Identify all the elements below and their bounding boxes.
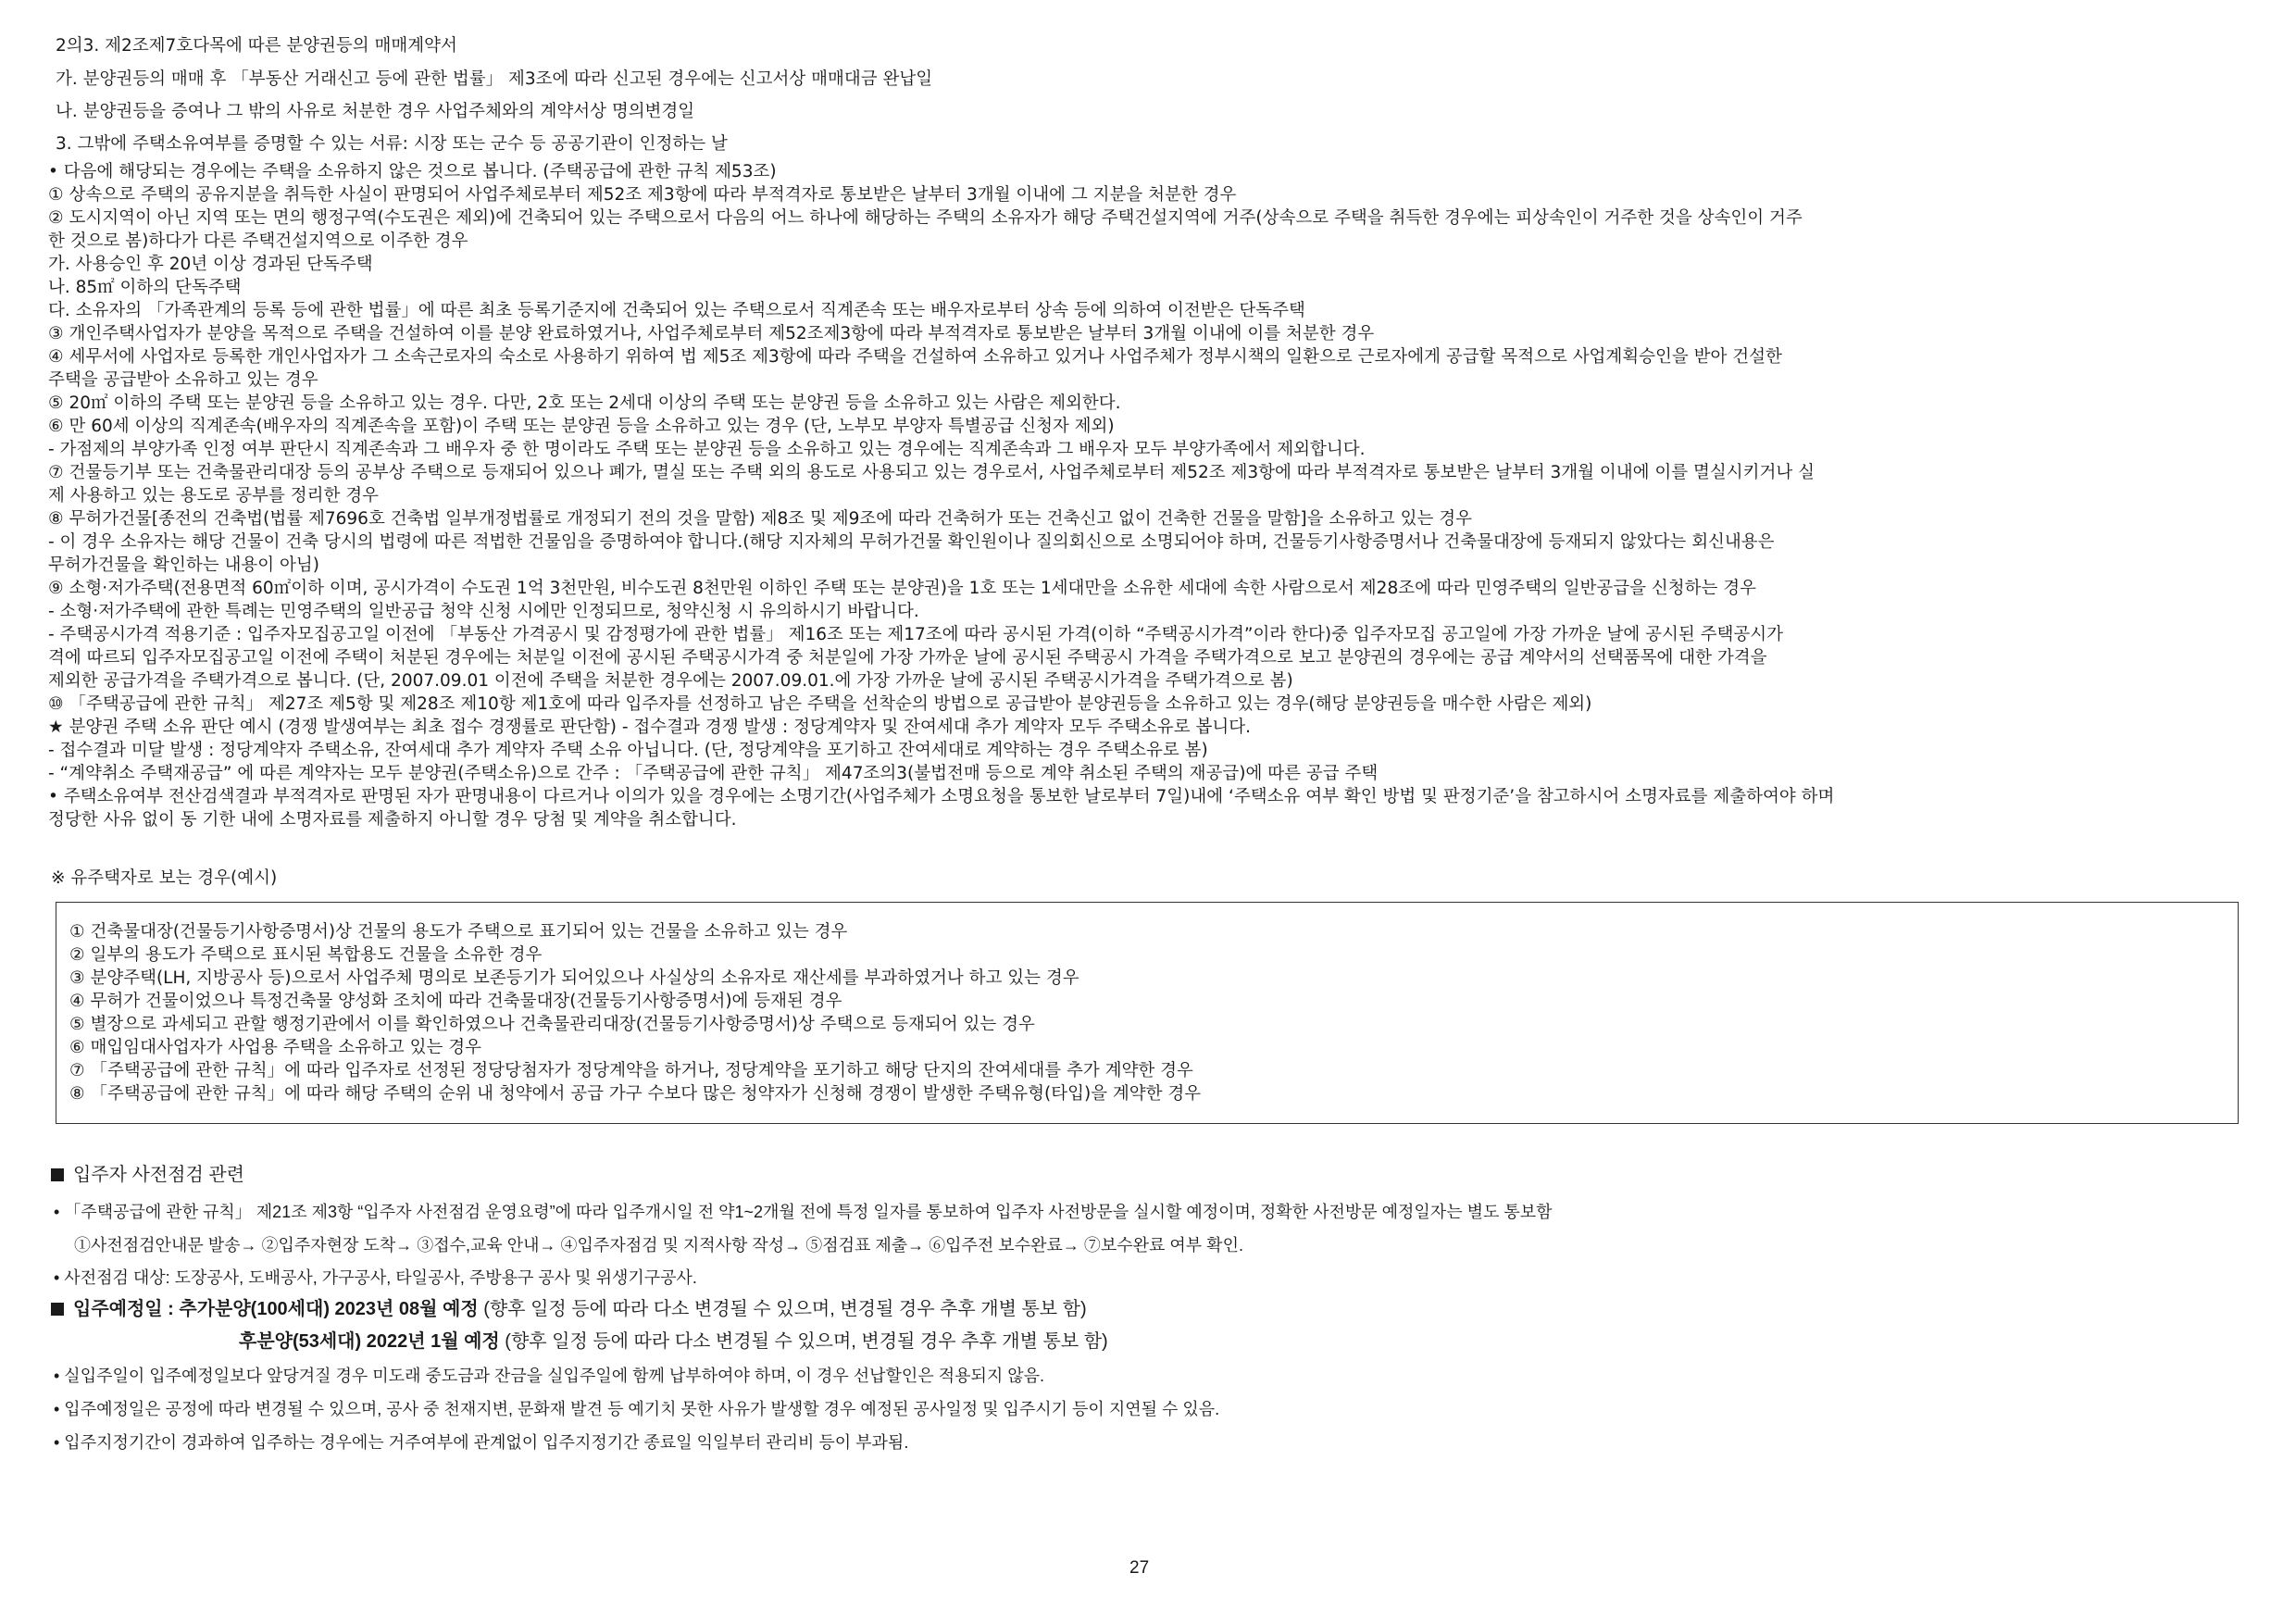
text-line: ⑩ 「주택공급에 관한 규칙」 제27조 제5항 및 제28조 제10항 제1호에 따라 입주자를 선정하고 남은 주택을 선착순의 방법으로 공급받아 분양권등을 소유하고 있는 경우(해당 분양권등을 매수한 사람은 제외) — [48, 694, 1592, 714]
text-line: - 가점제의 부양가족 인정 여부 판단시 직계존속과 그 배우자 중 한 명이라도 주택 또는 분양권 등을 소유하고 있는 경우에는 직계존속과 그 배우자 모두 부양가족에서 제외합니다. — [48, 440, 1366, 459]
example-box — [56, 902, 2239, 1124]
text-line: ⑨ 소형·저가주택(전용면적 60㎡이하 이며, 공시가격이 수도권 1억 3천만원, 비수도권 8천만원 이하인 주택 또는 분양권)을 1호 또는 1세대만을 소유한 세대에 속한 사람으로서 제28조에 따라 민영주택의 일반공급을 신청하는 경우 — [48, 579, 1757, 598]
text-line: - 주택공시가격 적용기준 : 입주자모집공고일 이전에 「부동산 가격공시 및 감정평가에 관한 법률」 제16조 또는 제17조에 따라 공시된 가격(이하 “주택공시가격”이라 한다)중 입주자모집 공고일에 가장 가까운 날에 공시된 주택공시가 — [48, 625, 1784, 644]
square-bullet-icon — [51, 1303, 64, 1316]
move-in-note: • 입주예정일은 공정에 따라 변경될 수 있으며, 공사 중 천재지변, 문화재 발견 등 예기치 못한 사유가 발생할 경우 예정된 공사일정 및 입주시기 등이 지연될 수 있음. — [54, 1400, 1220, 1418]
text-line: ★ 분양권 주택 소유 판단 예시 (경쟁 발생여부는 최초 접수 경쟁률로 판단함) - 접수결과 경쟁 발생 : 정당계약자 및 잔여세대 추가 계약자 모두 주택소유로 봅니다. — [48, 718, 1251, 737]
text-line: ③ 개인주택사업자가 분양을 목적으로 주택을 건설하여 이를 분양 완료하였거나, 사업주체로부터 제52조제3항에 따라 부적격자로 통보받은 날부터 3개월 이내에 이를 처분한 경우 — [48, 324, 1375, 343]
text-line: 한 것으로 봄)하다가 다른 주택건설지역으로 이주한 경우 — [48, 231, 468, 251]
text-line: - 소형·저가주택에 관한 특례는 민영주택의 일반공급 청약 신청 시에만 인정되므로, 청약신청 시 유의하시기 바랍니다. — [48, 602, 919, 621]
text-line: 3. 그밖에 주택소유여부를 증명할 수 있는 서류: 시장 또는 군수 등 공공기관이 인정하는 날 — [56, 134, 728, 154]
inspection-targets: • 사전점검 대상: 도장공사, 도배공사, 가구공사, 타일공사, 주방용구 공사 및 위생기구공사. — [54, 1268, 697, 1287]
text-line: ⑦ 건물등기부 또는 건축물관리대장 등의 공부상 주택으로 등재되어 있으나 폐가, 멸실 또는 주택 외의 용도로 사용되고 있는 경우로서, 사업주체로부터 제52조 제3항에 따라 부적격자로 통보받은 날부터 3개월 이내에 이를 멸실시키거나 실 — [48, 463, 1815, 482]
move-in-note: • 실입주일이 입주예정일보다 앞당겨질 경우 미도래 중도금과 잔금을 실입주일에 함께 납부하여야 하며, 이 경우 선납할인은 적용되지 않음. — [54, 1367, 1045, 1385]
move-in-add-note: (향후 일정 등에 따라 다소 변경될 수 있으며, 변경될 경우 추후 개별 통보 함) — [478, 1299, 1087, 1319]
text-line: 격에 따르되 입주자모집공고일 이전에 주택이 처분된 경우에는 처분일 이전에 공시된 주택공시가격 중 처분일에 가장 가까운 날에 공시된 주택공시 가격을 주택가격으로 보고 분양권의 경우에는 공급 계약서의 선택품목에 대한 가격을 — [48, 648, 1767, 668]
text-line: 무허가건물을 확인하는 내용이 아님) — [48, 556, 319, 575]
square-bullet-icon — [51, 1168, 64, 1181]
box-item: ① 건축물대장(건물등기사항증명서)상 건물의 용도가 주택으로 표기되어 있는 건물을 소유하고 있는 경우 — [69, 922, 848, 942]
box-item: ⑤ 별장으로 과세되고 관할 행정기관에서 이를 확인하였으나 건축물관리대장(건물등기사항증명서)상 주택으로 등재되어 있는 경우 — [69, 1015, 1035, 1034]
text-line: 가. 사용승인 후 20년 이상 경과된 단독주택 — [48, 255, 373, 274]
inspection-steps: ①사전점검안내문 발송→ ②입주자현장 도착→ ③접수,교육 안내→ ④입주자점검 및 지적사항 작성→ ⑤점검표 제출→ ⑥입주전 보수완료→ ⑦보수완료 여부 확인. — [74, 1236, 1243, 1255]
box-item: ⑦ 「주택공급에 관한 규칙」에 따라 입주자로 선정된 정당당첨자가 정당계약을 하거나, 정당계약을 포기하고 해당 단지의 잔여세대를 추가 계약한 경우 — [69, 1061, 1193, 1080]
inspection-heading — [51, 1163, 244, 1187]
box-item: ② 일부의 용도가 주택으로 표시된 복합용도 건물을 소유한 경우 — [69, 945, 543, 965]
text-line: 제 사용하고 있는 용도로 공부를 정리한 경우 — [48, 486, 379, 506]
text-line: ⑧ 무허가건물[종전의 건축법(법률 제7696호 건축법 일부개정법률로 개정되기 전의 것을 말함) 제8조 및 제9조에 따라 건축허가 또는 건축신고 없이 건축한 건물을 말함]을 소유하고 있는 경우 — [48, 509, 1473, 529]
text-line: ① 상속으로 주택의 공유지분을 취득한 사실이 판명되어 사업주체로부터 제52조 제3항에 따라 부적격자로 통보받은 날부터 3개월 이내에 그 지분을 처분한 경우 — [48, 185, 1237, 205]
text-line: ② 도시지역이 아닌 지역 또는 면의 행정구역(수도권은 제외)에 건축되어 있는 주택으로서 다음의 어느 하나에 해당하는 주택의 소유자가 해당 주택건설지역에 거주(상속으로 주택을 취득한 경우에는 피상속인이 거주한 것을 상속인이 거주 — [48, 208, 1803, 228]
inspection-title: 입주자 사전점검 관련 — [73, 1165, 244, 1185]
box-item: ③ 분양주택(LH, 지방공사 등)으로서 사업주체 명의로 보존등기가 되어있으나 사실상의 소유자로 재산세를 부과하였거나 하고 있는 경우 — [69, 968, 1079, 988]
text-line: ⑥ 만 60세 이상의 직계존속(배우자의 직계존속을 포함)이 주택 또는 분양권 등을 소유하고 있는 경우 (단, 노부모 부양자 특별공급 신청자 제외) — [48, 417, 1115, 436]
move-in-note: • 입주지정기간이 경과하여 입주하는 경우에는 거주여부에 관계없이 입주지정기간 종료일 익일부터 관리비 등이 부과됨. — [54, 1433, 909, 1452]
text-line: ⑤ 20㎡ 이하의 주택 또는 분양권 등을 소유하고 있는 경우. 다만, 2호 또는 2세대 이상의 주택 또는 분양권 등을 소유하고 있는 사람은 제외한다. — [48, 393, 1121, 413]
text-line: 나. 85㎡ 이하의 단독주택 — [48, 278, 242, 297]
text-line: 나. 분양권등을 증여나 그 밖의 사유로 처분한 경우 사업주체와의 계약서상 명의변경일 — [56, 102, 695, 121]
note-title: ※ 유주택자로 보는 경우(예시) — [51, 868, 278, 888]
text-line: - 이 경우 소유자는 해당 건물이 건축 당시의 법령에 따른 적법한 건물임을 증명하여야 합니다.(해당 지자체의 무허가건물 확인원이나 질의회신으로 소명되어야 하며, 건물등기사항증명서나 건축물대장에 등재되지 않았다는 회신내용은 — [48, 532, 1775, 552]
text-line: - 접수결과 미달 발생 : 정당계약자 주택소유, 잔여세대 추가 계약자 주택 소유 아닙니다. (단, 정당계약을 포기하고 잔여세대로 계약하는 경우 주택소유로 봄) — [48, 741, 1208, 760]
text-line: 정당한 사유 없이 동 기한 내에 소명자료를 제출하지 아니할 경우 당첨 및 계약을 취소합니다. — [48, 810, 737, 830]
text-line: - “계약취소 주택재공급” 에 따른 계약자는 모두 분양권(주택소유)으로 간주 : 「주택공급에 관한 규칙」 제47조의3(불법전매 등으로 계약 취소된 주택의 재공급)에 따른 공급 주택 — [48, 764, 1379, 783]
text-line: • 주택소유여부 전산검색결과 부적격자로 판명된 자가 판명내용이 다르거나 이의가 있을 경우에는 소명기간(사업주체가 소명요청을 통보한 날로부터 7일)내에 ‘주택소유 여부 확인 방법 및 판정기준’을 참고하시어 소명자료를 제출하여야 하며 — [48, 787, 1835, 806]
move-in-later-line — [239, 1330, 1108, 1354]
box-item: ④ 무허가 건물이었으나 특정건축물 양성화 조치에 따라 건축물대장(건물등기사항증명서)에 등재된 경우 — [69, 992, 842, 1011]
text-line: 2의3. 제2조제7호다목에 따른 분양권등의 매매계약서 — [56, 36, 457, 56]
text-line: ④ 세무서에 사업자로 등록한 개인사업자가 그 소속근로자의 숙소로 사용하기 위하여 법 제5조 제3항에 따라 주택을 건설하여 소유하고 있거나 사업주체가 정부시책의 일환으로 근로자에게 공급할 목적으로 사업계획승인을 받아 건설한 — [48, 347, 1782, 367]
text-line: 가. 분양권등의 매매 후 「부동산 거래신고 등에 관한 법률」 제3조에 따라 신고된 경우에는 신고서상 매매대금 완납일 — [56, 69, 933, 89]
move-in-label: 입주예정일 : — [73, 1299, 180, 1319]
move-in-heading — [51, 1297, 1087, 1321]
inspection-line: • 「주택공급에 관한 규칙」 제21조 제3항 “입주자 사전점검 운영요령”에 따라 입주개시일 전 약1~2개월 전에 특정 일자를 통보하여 입주자 사전방문을 실시할 예정이며, 정확한 사전방문 예정일자는 별도 통보함 — [54, 1203, 1553, 1221]
box-item: ⑧ 「주택공급에 관한 규칙」에 따라 해당 주택의 순위 내 청약에서 공급 가구 수보다 많은 청약자가 신청해 경쟁이 발생한 주택유형(타입)을 계약한 경우 — [69, 1084, 1202, 1104]
move-in-later-note: (향후 일정 등에 따라 다소 변경될 수 있으며, 변경될 경우 추후 개별 통보 함) — [499, 1331, 1108, 1352]
text-line: • 다음에 해당되는 경우에는 주택을 소유하지 않은 것으로 봅니다. (주택공급에 관한 규칙 제53조) — [48, 162, 777, 181]
page-number: 27 — [1129, 1558, 1150, 1578]
text-line: 다. 소유자의 「가족관계의 등록 등에 관한 법률」에 따른 최초 등록기준지에 건축되어 있는 주택으로서 직계존속 또는 배우자로부터 상속 등에 의하여 이전받은 단독주택 — [48, 301, 1305, 320]
text-line: 제외한 공급가격을 주택가격으로 봅니다. (단, 2007.09.01 이전에 주택을 처분한 경우에는 2007.09.01.에 가장 가까운 날에 공시된 주택공시가격을 주택가격으로 봄) — [48, 671, 1293, 691]
move-in-later-date: 후분양(53세대) 2022년 1월 예정 — [239, 1331, 500, 1352]
text-line: 주택을 공급받아 소유하고 있는 경우 — [48, 370, 318, 390]
box-item: ⑥ 매입임대사업자가 사업용 주택을 소유하고 있는 경우 — [69, 1038, 482, 1057]
move-in-add-date: 추가분양(100세대) 2023년 08월 예정 — [179, 1299, 479, 1319]
